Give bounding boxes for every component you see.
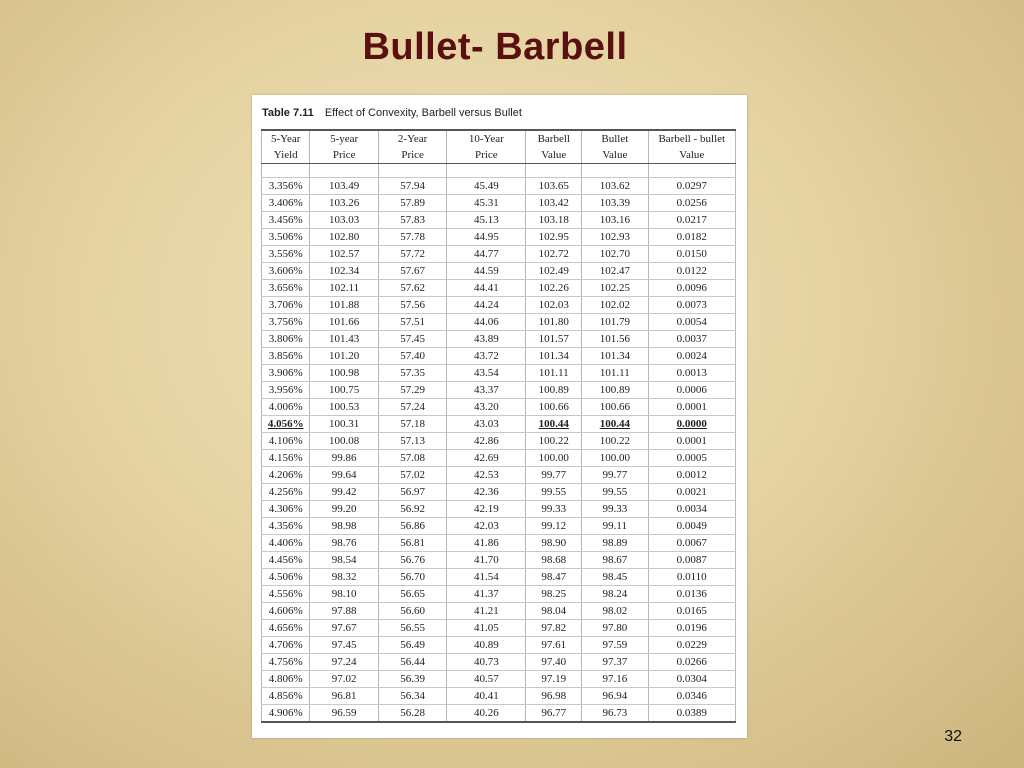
table-cell: 0.0034 xyxy=(648,501,735,518)
table-cell: 42.86 xyxy=(447,433,526,450)
table-cell: 4.406% xyxy=(262,535,310,552)
table-row xyxy=(262,450,736,467)
table-cell: 0.0297 xyxy=(648,178,735,195)
table-cell: 41.86 xyxy=(447,535,526,552)
table-cell: 100.66 xyxy=(526,399,582,416)
table-cell: 0.0165 xyxy=(648,603,735,620)
table-cell: 0.0000 xyxy=(648,416,735,433)
header-cell: Price xyxy=(378,147,446,164)
table-cell: 101.79 xyxy=(582,314,648,331)
table-cell: 0.0005 xyxy=(648,450,735,467)
table-cell: 57.08 xyxy=(378,450,446,467)
table-cell: 57.29 xyxy=(378,382,446,399)
table-cell: 43.20 xyxy=(447,399,526,416)
table-cell: 0.0110 xyxy=(648,569,735,586)
table-cell: 101.57 xyxy=(526,331,582,348)
table-row xyxy=(262,212,736,229)
table-cell: 44.95 xyxy=(447,229,526,246)
table-cell: 4.256% xyxy=(262,484,310,501)
table-cell: 102.11 xyxy=(310,280,378,297)
header-row-2 xyxy=(262,147,736,164)
table-caption-text: Effect of Convexity, Barbell versus Bullet xyxy=(324,107,522,119)
table-row xyxy=(262,331,736,348)
table-cell: 40.26 xyxy=(447,705,526,723)
table-cell: 57.89 xyxy=(378,195,446,212)
table-cell: 56.92 xyxy=(378,501,446,518)
table-cell: 56.65 xyxy=(378,586,446,603)
header-row-1 xyxy=(262,130,736,147)
header-cell: Price xyxy=(447,147,526,164)
table-cell: 57.62 xyxy=(378,280,446,297)
table-cell: 98.54 xyxy=(310,552,378,569)
header-cell: Value xyxy=(582,147,648,164)
slide-title: Bullet- Barbell xyxy=(362,26,628,68)
table-cell: 41.21 xyxy=(447,603,526,620)
table-cell: 97.16 xyxy=(582,671,648,688)
table-cell: 103.03 xyxy=(310,212,378,229)
table-cell: 56.60 xyxy=(378,603,446,620)
table-cell: 99.55 xyxy=(526,484,582,501)
table-row xyxy=(262,178,736,195)
table-cell: 96.59 xyxy=(310,705,378,723)
table-cell: 57.78 xyxy=(378,229,446,246)
table-cell: 3.856% xyxy=(262,348,310,365)
table-cell: 103.62 xyxy=(582,178,648,195)
header-cell: 5-year xyxy=(310,130,378,147)
header-cell: Barbell - bullet xyxy=(648,130,735,147)
table-cell: 57.40 xyxy=(378,348,446,365)
table-cell: 99.20 xyxy=(310,501,378,518)
table-cell: 57.18 xyxy=(378,416,446,433)
table-cell: 57.72 xyxy=(378,246,446,263)
table-cell: 56.97 xyxy=(378,484,446,501)
table-cell: 103.49 xyxy=(310,178,378,195)
table-row xyxy=(262,586,736,603)
table-cell: 101.88 xyxy=(310,297,378,314)
table-cell: 44.59 xyxy=(447,263,526,280)
table-cell: 4.906% xyxy=(262,705,310,723)
table-cell: 41.54 xyxy=(447,569,526,586)
table-cell: 102.34 xyxy=(310,263,378,280)
table-cell: 4.356% xyxy=(262,518,310,535)
table-cell: 97.61 xyxy=(526,637,582,654)
table-cell: 56.76 xyxy=(378,552,446,569)
table-cell: 40.89 xyxy=(447,637,526,654)
table-figure xyxy=(252,95,747,738)
table-cell: 44.41 xyxy=(447,280,526,297)
table-cell: 98.76 xyxy=(310,535,378,552)
table-cell: 101.66 xyxy=(310,314,378,331)
table-cell: 0.0001 xyxy=(648,433,735,450)
table-cell: 97.82 xyxy=(526,620,582,637)
table-cell: 100.89 xyxy=(526,382,582,399)
table-cell: 103.65 xyxy=(526,178,582,195)
table-cell: 0.0196 xyxy=(648,620,735,637)
table-cell: 97.67 xyxy=(310,620,378,637)
table-cell: 0.0006 xyxy=(648,382,735,399)
table-cell: 99.42 xyxy=(310,484,378,501)
page-number: 32 xyxy=(944,728,962,745)
table-cell: 0.0049 xyxy=(648,518,735,535)
table-cell: 0.0389 xyxy=(648,705,735,723)
table-cell: 4.706% xyxy=(262,637,310,654)
table-caption xyxy=(262,107,522,119)
table-row xyxy=(262,484,736,501)
table-body xyxy=(262,164,736,723)
table-cell: 0.0054 xyxy=(648,314,735,331)
table-cell: 3.706% xyxy=(262,297,310,314)
table-cell: 102.26 xyxy=(526,280,582,297)
table-row xyxy=(262,671,736,688)
table-cell: 96.94 xyxy=(582,688,648,705)
table-cell: 99.64 xyxy=(310,467,378,484)
table-cell: 57.83 xyxy=(378,212,446,229)
table-cell: 45.31 xyxy=(447,195,526,212)
table-cell: 4.656% xyxy=(262,620,310,637)
table-row xyxy=(262,348,736,365)
table-cell: 43.89 xyxy=(447,331,526,348)
table-cell: 98.47 xyxy=(526,569,582,586)
table-cell: 4.756% xyxy=(262,654,310,671)
table-cell: 44.77 xyxy=(447,246,526,263)
table-cell: 40.57 xyxy=(447,671,526,688)
table-cell: 56.34 xyxy=(378,688,446,705)
table-cell: 102.49 xyxy=(526,263,582,280)
table-row xyxy=(262,603,736,620)
table-cell: 4.556% xyxy=(262,586,310,603)
table-cell: 101.56 xyxy=(582,331,648,348)
table-row xyxy=(262,518,736,535)
table-cell: 4.806% xyxy=(262,671,310,688)
table-cell: 99.12 xyxy=(526,518,582,535)
table-cell: 100.98 xyxy=(310,365,378,382)
header-cell: Value xyxy=(648,147,735,164)
table-row xyxy=(262,688,736,705)
table-cell: 57.35 xyxy=(378,365,446,382)
table-cell: 56.55 xyxy=(378,620,446,637)
table-cell: 41.70 xyxy=(447,552,526,569)
table-cell: 44.24 xyxy=(447,297,526,314)
table-cell: 96.81 xyxy=(310,688,378,705)
table-cell: 0.0122 xyxy=(648,263,735,280)
table-cell: 0.0067 xyxy=(648,535,735,552)
table-cell: 102.57 xyxy=(310,246,378,263)
table-cell: 99.55 xyxy=(582,484,648,501)
table-cell: 99.11 xyxy=(582,518,648,535)
table-row xyxy=(262,552,736,569)
table-cell: 103.18 xyxy=(526,212,582,229)
table-cell: 3.506% xyxy=(262,229,310,246)
table-cell: 98.04 xyxy=(526,603,582,620)
table-cell: 103.42 xyxy=(526,195,582,212)
table-cell: 0.0087 xyxy=(648,552,735,569)
table-cell: 0.0037 xyxy=(648,331,735,348)
table-cell: 3.556% xyxy=(262,246,310,263)
table-cell: 45.49 xyxy=(447,178,526,195)
table-cell: 0.0073 xyxy=(648,297,735,314)
table-cell: 56.81 xyxy=(378,535,446,552)
table-cell: 43.03 xyxy=(447,416,526,433)
table-cell: 97.02 xyxy=(310,671,378,688)
table-cell: 98.68 xyxy=(526,552,582,569)
table-cell: 0.0012 xyxy=(648,467,735,484)
table-cell: 98.89 xyxy=(582,535,648,552)
table-cell: 96.98 xyxy=(526,688,582,705)
table-cell: 103.26 xyxy=(310,195,378,212)
table-cell: 42.36 xyxy=(447,484,526,501)
table-cell: 102.47 xyxy=(582,263,648,280)
table-cell: 99.33 xyxy=(526,501,582,518)
table-cell: 100.89 xyxy=(582,382,648,399)
table-cell: 43.72 xyxy=(447,348,526,365)
header-cell: 5-Year xyxy=(262,130,310,147)
table-cell: 96.77 xyxy=(526,705,582,723)
table-cell: 102.03 xyxy=(526,297,582,314)
table-row xyxy=(262,569,736,586)
table-cell: 101.43 xyxy=(310,331,378,348)
header-cell: Yield xyxy=(262,147,310,164)
table-cell: 98.02 xyxy=(582,603,648,620)
table-cell: 3.656% xyxy=(262,280,310,297)
header-cell: 2-Year xyxy=(378,130,446,147)
convexity-table xyxy=(261,129,736,723)
table-cell: 97.80 xyxy=(582,620,648,637)
table-cell: 56.86 xyxy=(378,518,446,535)
table-cell: 3.606% xyxy=(262,263,310,280)
table-cell: 96.73 xyxy=(582,705,648,723)
table-cell: 42.53 xyxy=(447,467,526,484)
header-cell: 10-Year xyxy=(447,130,526,147)
table-cell: 100.66 xyxy=(582,399,648,416)
table-cell: 97.19 xyxy=(526,671,582,688)
table-cell: 0.0217 xyxy=(648,212,735,229)
table-cell: 4.606% xyxy=(262,603,310,620)
table-cell: 0.0001 xyxy=(648,399,735,416)
table-cell: 102.70 xyxy=(582,246,648,263)
table-cell: 0.0096 xyxy=(648,280,735,297)
table-cell: 4.156% xyxy=(262,450,310,467)
table-cell: 0.0021 xyxy=(648,484,735,501)
table-cell: 0.0256 xyxy=(648,195,735,212)
table-cell: 4.856% xyxy=(262,688,310,705)
table-row xyxy=(262,297,736,314)
table-cell: 41.05 xyxy=(447,620,526,637)
table-cell: 56.70 xyxy=(378,569,446,586)
table-row xyxy=(262,399,736,416)
table-cell: 57.67 xyxy=(378,263,446,280)
table-cell: 4.006% xyxy=(262,399,310,416)
table-cell: 97.88 xyxy=(310,603,378,620)
table-cell: 102.95 xyxy=(526,229,582,246)
table-cell: 42.69 xyxy=(447,450,526,467)
table-cell: 101.34 xyxy=(526,348,582,365)
table-row xyxy=(262,433,736,450)
table-row xyxy=(262,705,736,723)
table-row xyxy=(262,416,736,433)
table-cell: 41.37 xyxy=(447,586,526,603)
table-cell: 40.73 xyxy=(447,654,526,671)
table-cell: 42.03 xyxy=(447,518,526,535)
table-cell: 57.94 xyxy=(378,178,446,195)
table-cell: 102.25 xyxy=(582,280,648,297)
table-cell: 101.80 xyxy=(526,314,582,331)
table-cell: 102.02 xyxy=(582,297,648,314)
table-cell: 97.24 xyxy=(310,654,378,671)
table-cell: 100.75 xyxy=(310,382,378,399)
table-cell: 0.0013 xyxy=(648,365,735,382)
table-cell: 0.0024 xyxy=(648,348,735,365)
table-cell: 42.19 xyxy=(447,501,526,518)
table-cell: 98.45 xyxy=(582,569,648,586)
table-cell: 100.31 xyxy=(310,416,378,433)
spacer-row xyxy=(262,164,736,178)
table-cell: 4.056% xyxy=(262,416,310,433)
table-cell: 98.25 xyxy=(526,586,582,603)
table-row xyxy=(262,280,736,297)
table-cell: 56.28 xyxy=(378,705,446,723)
table-cell: 100.22 xyxy=(526,433,582,450)
table-cell: 57.45 xyxy=(378,331,446,348)
table-cell: 4.306% xyxy=(262,501,310,518)
table-cell: 43.37 xyxy=(447,382,526,399)
table-cell: 99.86 xyxy=(310,450,378,467)
table-row xyxy=(262,314,736,331)
header-cell: Barbell xyxy=(526,130,582,147)
table-cell: 57.13 xyxy=(378,433,446,450)
table-cell: 100.22 xyxy=(582,433,648,450)
table-cell: 103.16 xyxy=(582,212,648,229)
table-row xyxy=(262,620,736,637)
table-cell: 0.0304 xyxy=(648,671,735,688)
table-cell: 99.33 xyxy=(582,501,648,518)
table-cell: 0.0229 xyxy=(648,637,735,654)
table-cell: 3.756% xyxy=(262,314,310,331)
table-cell: 57.24 xyxy=(378,399,446,416)
table-cell: 3.906% xyxy=(262,365,310,382)
table-cell: 56.49 xyxy=(378,637,446,654)
table-cell: 57.02 xyxy=(378,467,446,484)
table-cell: 0.0150 xyxy=(648,246,735,263)
table-cell: 3.956% xyxy=(262,382,310,399)
table-cell: 101.20 xyxy=(310,348,378,365)
table-cell: 44.06 xyxy=(447,314,526,331)
table-cell: 3.406% xyxy=(262,195,310,212)
table-cell: 98.32 xyxy=(310,569,378,586)
table-cell: 56.39 xyxy=(378,671,446,688)
table-cell: 3.456% xyxy=(262,212,310,229)
table-cell: 100.00 xyxy=(582,450,648,467)
table-cell: 99.77 xyxy=(526,467,582,484)
table-cell: 4.106% xyxy=(262,433,310,450)
table-cell: 4.456% xyxy=(262,552,310,569)
table-row xyxy=(262,246,736,263)
table-cell: 101.34 xyxy=(582,348,648,365)
table-cell: 103.39 xyxy=(582,195,648,212)
table-cell: 97.37 xyxy=(582,654,648,671)
table-row xyxy=(262,365,736,382)
table-cell: 102.80 xyxy=(310,229,378,246)
table-cell: 3.356% xyxy=(262,178,310,195)
table-row xyxy=(262,195,736,212)
table-cell: 98.24 xyxy=(582,586,648,603)
table-row xyxy=(262,467,736,484)
table-cell: 101.11 xyxy=(582,365,648,382)
table-row xyxy=(262,229,736,246)
table-cell: 97.40 xyxy=(526,654,582,671)
table-row xyxy=(262,263,736,280)
table-caption-label: Table 7.11 xyxy=(262,107,314,119)
header-cell: Price xyxy=(310,147,378,164)
table-row xyxy=(262,382,736,399)
table-cell: 0.0266 xyxy=(648,654,735,671)
table-row xyxy=(262,637,736,654)
table-cell: 3.806% xyxy=(262,331,310,348)
table-cell: 101.11 xyxy=(526,365,582,382)
table-cell: 98.10 xyxy=(310,586,378,603)
table-row xyxy=(262,654,736,671)
table-cell: 57.56 xyxy=(378,297,446,314)
table-cell: 100.08 xyxy=(310,433,378,450)
table-cell: 98.67 xyxy=(582,552,648,569)
table-cell: 100.44 xyxy=(526,416,582,433)
table-cell: 43.54 xyxy=(447,365,526,382)
table-cell: 102.93 xyxy=(582,229,648,246)
table-cell: 45.13 xyxy=(447,212,526,229)
table-cell: 0.0346 xyxy=(648,688,735,705)
table-cell: 0.0182 xyxy=(648,229,735,246)
table-cell: 4.206% xyxy=(262,467,310,484)
header-cell: Value xyxy=(526,147,582,164)
table-cell: 99.77 xyxy=(582,467,648,484)
table-cell: 0.0136 xyxy=(648,586,735,603)
header-cell: Bullet xyxy=(582,130,648,147)
table-cell: 56.44 xyxy=(378,654,446,671)
table-cell: 98.90 xyxy=(526,535,582,552)
table-row xyxy=(262,501,736,518)
table-cell: 57.51 xyxy=(378,314,446,331)
table-cell: 4.506% xyxy=(262,569,310,586)
table-cell: 97.45 xyxy=(310,637,378,654)
table-cell: 100.00 xyxy=(526,450,582,467)
table-cell: 102.72 xyxy=(526,246,582,263)
table-cell: 100.53 xyxy=(310,399,378,416)
table-cell: 97.59 xyxy=(582,637,648,654)
table-cell: 100.44 xyxy=(582,416,648,433)
table-row xyxy=(262,535,736,552)
table-cell: 40.41 xyxy=(447,688,526,705)
table-cell: 98.98 xyxy=(310,518,378,535)
